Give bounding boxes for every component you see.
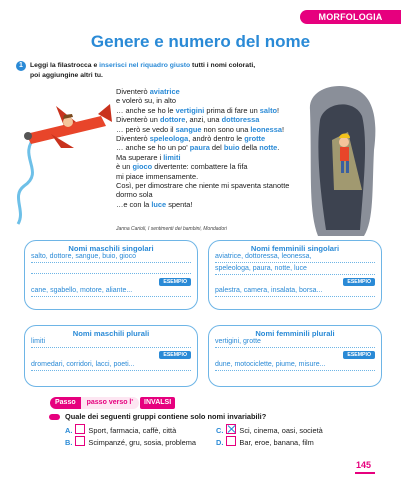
checkbox[interactable] (75, 424, 85, 434)
poem-line (116, 162, 316, 171)
poem-text: prima di fare un (204, 105, 260, 115)
poem-text: ! (282, 124, 285, 134)
poem-line (116, 106, 316, 115)
answer-line (31, 370, 191, 371)
poem-text: Diventerò (116, 134, 150, 144)
checkbox[interactable] (226, 436, 236, 446)
banner-passo1: Passo (50, 397, 81, 409)
airplane-illustration (6, 86, 118, 226)
answer-line (31, 347, 191, 348)
poem-text: … anche se ho le (116, 105, 176, 115)
box-example: dromedari, corridori, lacci, poeti... (31, 361, 135, 368)
poem-text: . (277, 143, 280, 153)
answer-line (215, 347, 375, 348)
highlighted-noun: sangue (175, 124, 202, 134)
option-b[interactable]: B. Scimpanzé, gru, sosia, problema (65, 438, 197, 447)
poem (116, 87, 316, 209)
box-example: palestra, camera, insalata, borsa... (215, 287, 323, 294)
poem-text: Diventerò (116, 87, 150, 96)
box-example: cane, sgabello, motore, aliante... (31, 287, 133, 294)
highlighted-noun: buio (223, 143, 240, 153)
example-label: ESEMPIO (343, 351, 375, 359)
poem-text: dormo sola (116, 190, 153, 200)
instruction-part2: tutti i nomi colorati, (190, 62, 256, 69)
box-title: Nomi maschili plurali (72, 329, 150, 338)
option-a[interactable]: A. Sport, farmacia, caffè, città (65, 426, 177, 435)
poem-line (116, 134, 316, 143)
poem-text: divertente: combattere la fifa (152, 162, 248, 172)
highlighted-noun: speleologa (149, 134, 189, 144)
banner-passo2: passo verso l' (81, 397, 139, 409)
box-title: Nomi femminili plurali (255, 329, 335, 338)
poem-text: … però se vedo il (116, 124, 176, 134)
highlighted-noun: grotte (244, 134, 266, 144)
answer-line (31, 262, 191, 263)
box-example: dune, motociclette, piume, misure... (215, 361, 326, 368)
highlighted-noun: limiti (163, 152, 181, 162)
answer-line (215, 296, 375, 297)
poem-text: Ma superare i (116, 152, 164, 162)
exercise-number: 1 (16, 61, 26, 71)
highlighted-noun: dottore (159, 115, 186, 125)
poem-text: , andrò dentro le (188, 134, 245, 144)
highlighted-noun: luce (151, 199, 167, 209)
checkbox-checked[interactable] (226, 424, 236, 434)
highlighted-noun: salto (259, 105, 278, 115)
box-title: Nomi femminili singolari (250, 244, 340, 253)
poem-line (116, 200, 316, 209)
box-answer: speleologa, paura, notte, luce (215, 265, 307, 272)
answer-line (215, 274, 375, 275)
box-masculine-singular (24, 240, 198, 310)
highlighted-noun: gioco (132, 162, 153, 172)
page-number-underline (355, 472, 375, 474)
box-masculine-plural (24, 325, 198, 387)
poem-line (116, 181, 316, 190)
poem-line (116, 125, 316, 134)
poem-text: Così, per dimostrare che niente mi spaventa stanotte (116, 181, 290, 191)
page-number: 145 (355, 460, 371, 470)
example-label: ESEMPIO (159, 351, 191, 359)
poem-text: è un (116, 162, 133, 172)
highlighted-noun: vertigini (175, 105, 205, 115)
poem-line (116, 190, 316, 199)
poem-text: non sono una (201, 124, 251, 134)
example-label: ESEMPIO (343, 278, 375, 286)
poem-line (116, 172, 316, 181)
highlighted-noun: dottoressa (221, 115, 260, 125)
poem-text: e volerò su, in alto (116, 96, 176, 106)
checkbox[interactable] (75, 436, 85, 446)
answer-line (215, 262, 375, 263)
box-title: Nomi maschili singolari (68, 244, 154, 253)
invalsi-banner (50, 397, 175, 409)
highlighted-noun: notte (259, 143, 278, 153)
section-tag: MORFOLOGIA (300, 10, 401, 24)
poem-text: , anzi, una (185, 115, 222, 125)
option-d[interactable]: D. Bar, eroe, banana, film (216, 438, 314, 447)
box-answer: limiti (31, 338, 45, 345)
poem-text: della (239, 143, 260, 153)
instruction-highlight: inserisci nel riquadro giusto (99, 62, 191, 69)
question: Quale dei seguenti gruppi contiene solo nomi invariabili? (65, 412, 267, 421)
poem-line (116, 143, 316, 152)
box-feminine-plural (208, 325, 382, 387)
cave-illustration (304, 80, 380, 240)
page-title: Genere e numero del nome (90, 32, 311, 51)
poem-text: … anche se ho un po' (116, 143, 190, 153)
poem-text: spenta! (166, 199, 193, 209)
poem-text: Diventerò un (116, 115, 160, 125)
highlighted-noun: aviatrice (149, 87, 180, 96)
answer-line (31, 273, 191, 274)
poem-text: mi piace immensamente. (116, 171, 199, 181)
arrow-icon (49, 414, 60, 420)
poem-text: ! (277, 105, 280, 115)
box-answer: salto, dottore, sangue, buio, gioco (31, 253, 137, 260)
poem-text: …e con la (116, 199, 152, 209)
poem-line (116, 115, 316, 124)
poem-line (116, 96, 316, 105)
answer-line (31, 296, 191, 297)
instruction-line2: poi aggiungine altri tu. (30, 72, 103, 79)
option-c[interactable]: C. Sci, cinema, oasi, società (216, 426, 323, 435)
poem-text: del (209, 143, 224, 153)
box-answer: vertigini, grotte (215, 338, 261, 345)
highlighted-noun: paura (189, 143, 210, 153)
highlighted-noun: leonessa (250, 124, 282, 134)
box-feminine-singular (208, 240, 382, 310)
exercise-instruction (19, 61, 360, 81)
poem-line (116, 87, 316, 96)
example-label: ESEMPIO (159, 278, 191, 286)
banner-invalsi: INVALSI (140, 397, 175, 409)
instruction-part1: Leggi la filastrocca e (30, 62, 100, 69)
poem-line (116, 153, 316, 162)
answer-line (215, 370, 375, 371)
poem-credit: Janna Carioli, I sentimenti dei bambini, Mondadori (116, 226, 227, 232)
box-answer: aviatrice, dottoressa, leonessa, (215, 253, 312, 260)
